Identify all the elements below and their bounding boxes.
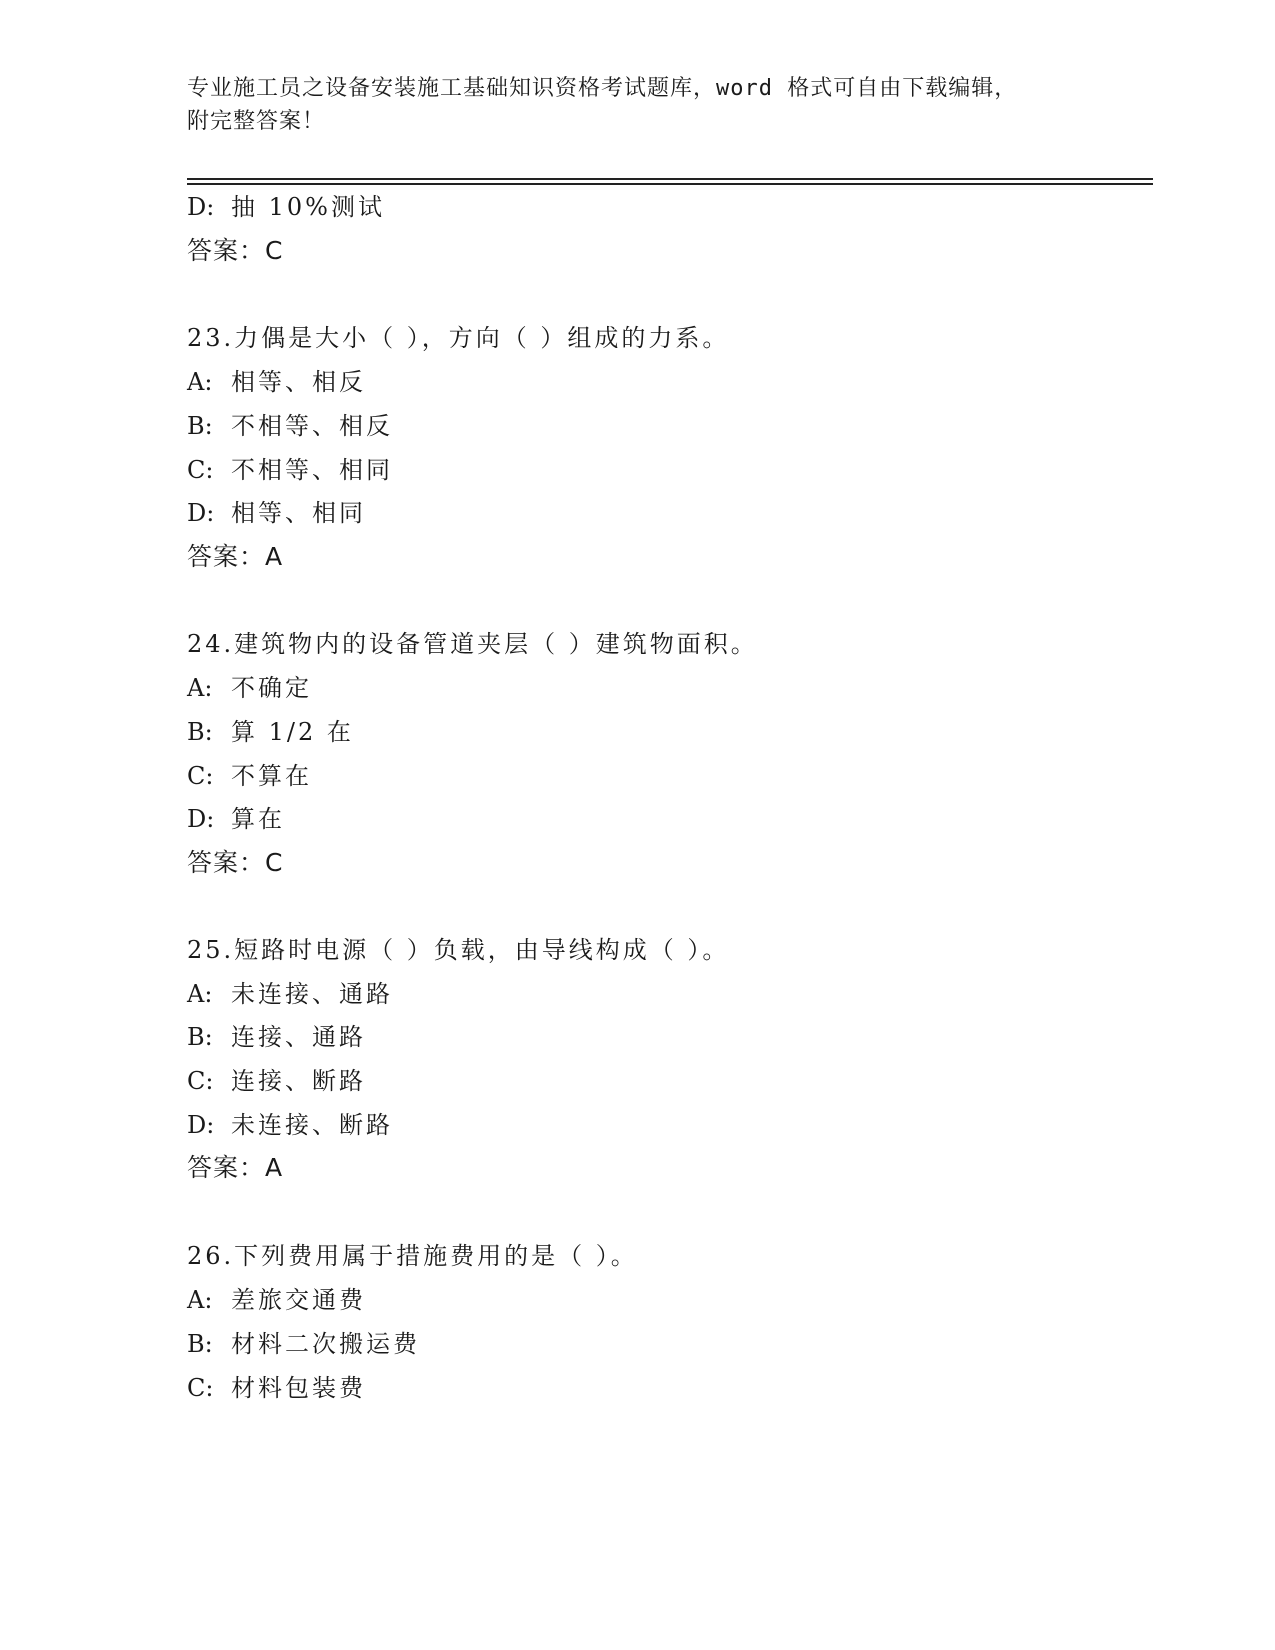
- q25-option-a: [187, 979, 393, 1009]
- option-text: 不确定: [231, 674, 312, 702]
- q25-option-b: [187, 1022, 366, 1052]
- q25-answer: 答案：A: [187, 1153, 284, 1182]
- option-text: 连接、通路: [231, 1023, 366, 1051]
- q23-option-a: [187, 367, 366, 397]
- option-tag: B:: [187, 718, 213, 746]
- header-line-1: 专业施工员之设备安装施工基础知识资格考试题库，word 格式可自由下载编辑，: [187, 76, 1018, 101]
- q25-option-d: [187, 1110, 393, 1140]
- q25-option-c: [187, 1066, 366, 1096]
- header-line-2: 附完整答案！: [187, 109, 326, 134]
- option-tag: A:: [187, 980, 213, 1008]
- option-tag: A:: [187, 674, 213, 702]
- option-tag: B:: [187, 1330, 213, 1358]
- option-tag: D:: [187, 193, 215, 221]
- q26-option-a: [187, 1285, 366, 1315]
- q24-answer: 答案：C: [187, 848, 284, 877]
- q26-option-b: [187, 1329, 420, 1359]
- question-25: 25.短路时电源（ ）负载，由导线构成（ ）。: [187, 936, 730, 964]
- option-text: 相等、相同: [231, 499, 366, 527]
- header-divider-top: [187, 178, 1153, 180]
- prev-option-d: [187, 192, 385, 222]
- q26-option-c: [187, 1373, 366, 1403]
- option-tag: A:: [187, 368, 213, 396]
- option-text: 相等、相反: [231, 368, 366, 396]
- option-tag: A:: [187, 1286, 213, 1314]
- question-23: 23.力偶是大小（ ），方向（ ）组成的力系。: [187, 324, 730, 352]
- option-tag: C:: [187, 1374, 214, 1402]
- option-text: 不算在: [231, 762, 312, 790]
- option-text: 不相等、相反: [231, 412, 393, 440]
- q23-option-d: [187, 498, 366, 528]
- option-tag: B:: [187, 1023, 213, 1051]
- prev-answer: 答案：C: [187, 236, 284, 265]
- option-tag: B:: [187, 412, 213, 440]
- option-tag: D:: [187, 805, 215, 833]
- question-26: 26.下列费用属于措施费用的是（ ）。: [187, 1242, 638, 1270]
- option-tag: D:: [187, 499, 215, 527]
- option-tag: C:: [187, 456, 214, 484]
- option-tag: C:: [187, 762, 214, 790]
- option-text: 差旅交通费: [231, 1286, 366, 1314]
- q23-answer: 答案：A: [187, 542, 284, 571]
- document-header: [187, 72, 1087, 138]
- option-text: 抽 10%测试: [231, 193, 385, 221]
- option-text: 未连接、通路: [231, 980, 393, 1008]
- q24-option-a: [187, 673, 312, 703]
- option-tag: D:: [187, 1111, 215, 1139]
- option-tag: C:: [187, 1067, 214, 1095]
- header-divider-bottom: [187, 183, 1153, 185]
- q24-option-c: [187, 761, 312, 791]
- q24-option-d: [187, 804, 285, 834]
- option-text: 未连接、断路: [231, 1111, 393, 1139]
- question-24: 24.建筑物内的设备管道夹层（ ）建筑物面积。: [187, 630, 758, 658]
- option-text: 算 1/2 在: [231, 718, 354, 746]
- option-text: 算在: [231, 805, 285, 833]
- q24-option-b: [187, 717, 354, 747]
- option-text: 材料包装费: [231, 1374, 366, 1402]
- q23-option-b: [187, 411, 393, 441]
- option-text: 连接、断路: [231, 1067, 366, 1095]
- option-text: 材料二次搬运费: [231, 1330, 420, 1358]
- q23-option-c: [187, 455, 393, 485]
- option-text: 不相等、相同: [231, 456, 393, 484]
